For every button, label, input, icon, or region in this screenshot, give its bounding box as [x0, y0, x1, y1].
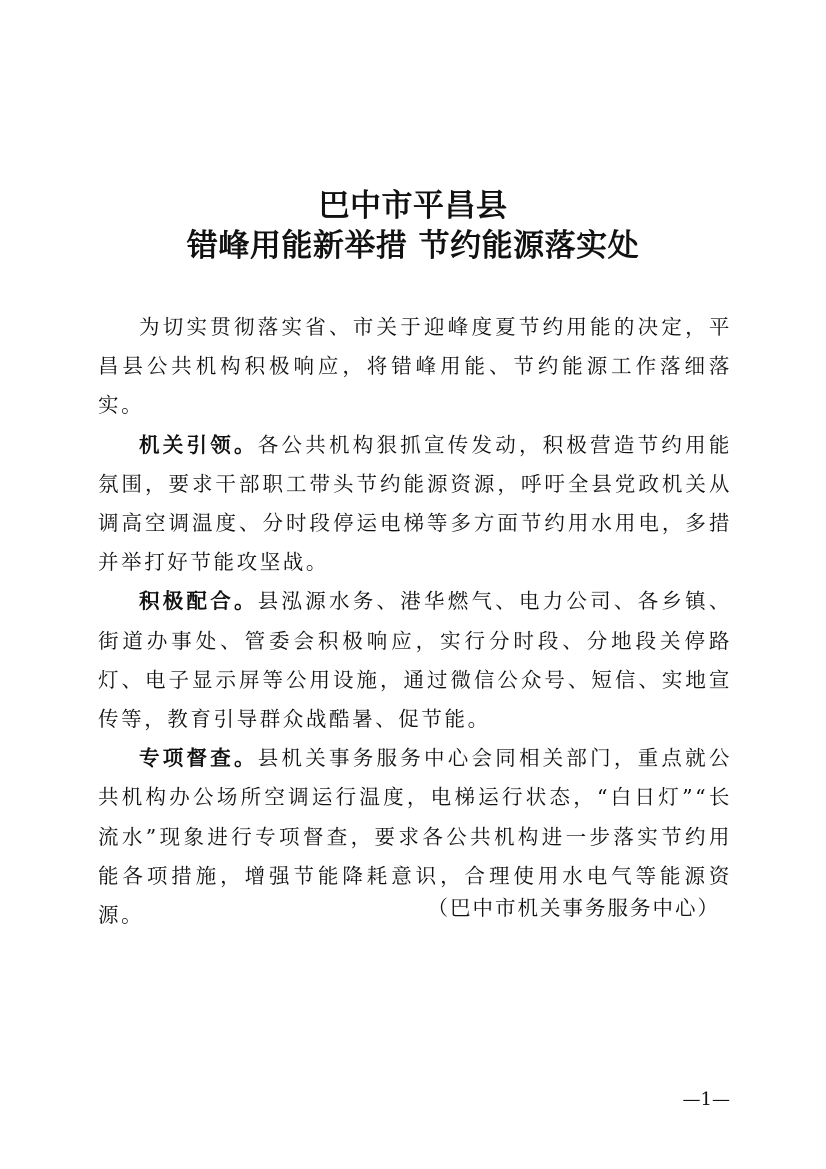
paragraph-text: 各公共机构狠抓宣传发动，积极营造节约用能氛围，要求干部职工带头节约能源资源，呼吁全县党政机关从调高空调温度、分时段停运电梯等多方面节约用水用电，多措并举打好节能攻坚战。	[98, 432, 733, 575]
paragraph-lead: 机关引领。	[139, 432, 258, 457]
page-number: —1—	[682, 1089, 730, 1110]
document-title-line1: 巴中市平昌县	[318, 188, 508, 224]
paragraph-text: 为切实贯彻落实省、市关于迎峰度夏节约用能的决定，平昌县公共机构积极响应，将错峰用能、节约能源工作落细落实。	[98, 315, 732, 418]
paragraph-lead: 积极配合。	[139, 589, 258, 614]
paragraph-text: 县机关事务服务中心会同相关部门，重点就公共机构办公场所空调运行温度，电梯运行状态，“白日灯”“长流水”现象进行专项督查，要求各公共机构进一步落实节约用能各项措施，增强节能降耗意识，合理使用水电气等能源资源。	[98, 746, 733, 928]
paragraph-cooperation	[98, 582, 732, 739]
paragraph-text: 县泓源水务、港华燃气、电力公司、各乡镇、街道办事处、管委会积极响应，实行分时段、分地段关停路灯、电子显示屏等公用设施，通过微信公众号、短信、实地宣传等，教育引导群众战酷暑、促节能。	[98, 589, 733, 732]
paragraph-lead: 专项督查。	[139, 746, 258, 771]
paragraph-intro	[98, 308, 732, 426]
paragraph-agency-leading	[98, 426, 732, 583]
document-title-line2: 错峰用能新举措 节约能源落实处	[186, 228, 640, 264]
document-source: （巴中市机关事务服务中心）	[427, 896, 720, 920]
document-body	[98, 308, 732, 935]
